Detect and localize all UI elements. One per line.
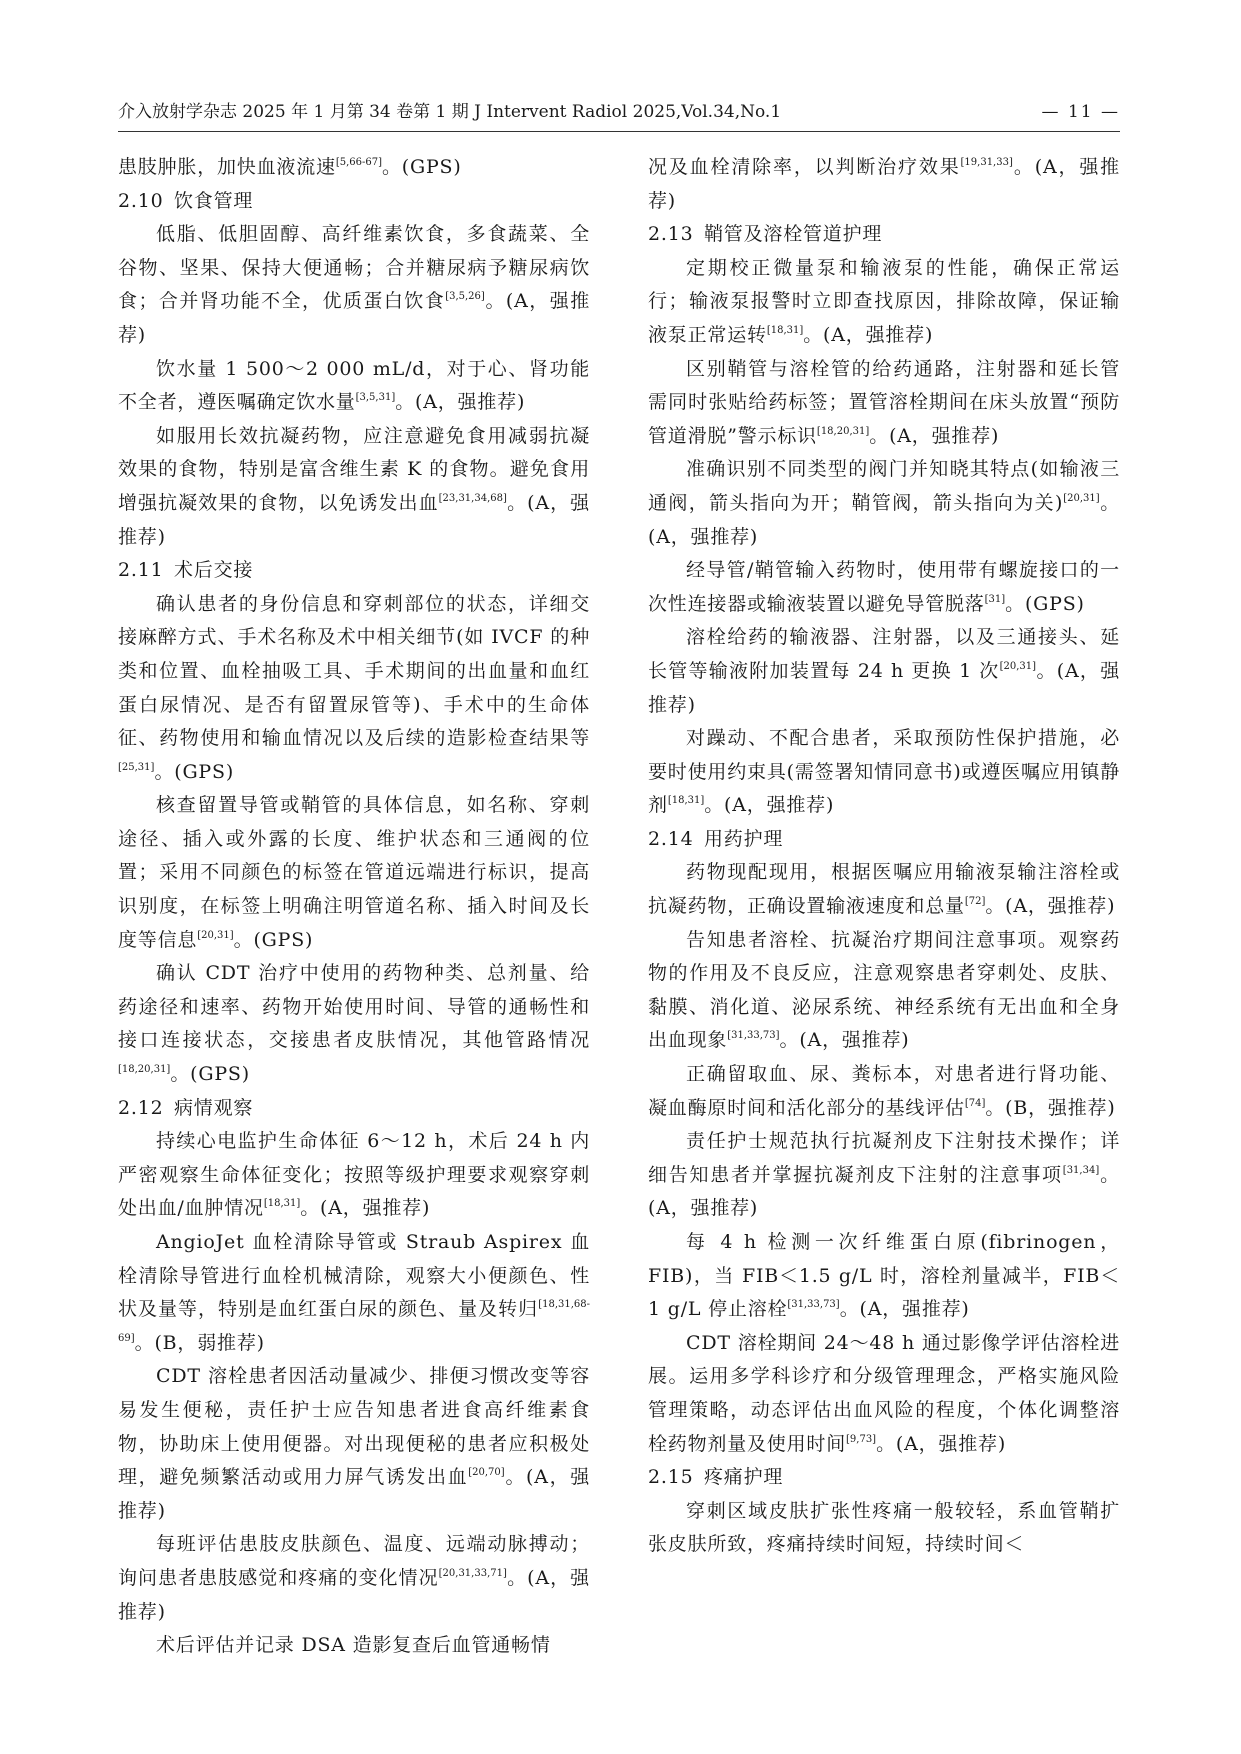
recommendation-grade: 。(A，强推荐) [985, 895, 1116, 918]
body-paragraph [648, 353, 1120, 454]
citation-reference: [31,33,73] [787, 1299, 840, 1311]
citation-reference: [20,31] [999, 660, 1037, 672]
section-title: 疼痛护理 [704, 1466, 784, 1489]
section-number: 2.14 [648, 827, 694, 850]
body-paragraph [648, 453, 1120, 554]
section-heading [118, 554, 590, 588]
body-paragraph [118, 218, 590, 352]
paragraph-text: 每 4 h 检测一次纤维蛋白原(fibrinogen，FIB)，当 FIB＜1.5 g/L 时，溶栓剂量减半，FIB＜1 g/L 停止溶栓 [648, 1231, 1120, 1321]
section-title: 鞘管及溶栓管道护理 [704, 223, 883, 246]
section-number: 2.15 [648, 1466, 694, 1489]
citation-reference: [20,31] [1063, 492, 1100, 504]
paragraph-text: 准确识别不同类型的阀门并知晓其特点(如输液三通阀，箭头指向为开；鞘管阀，箭头指向为关) [648, 458, 1120, 514]
recommendation-grade: 。(A，强推荐) [803, 323, 934, 346]
body-paragraph [118, 353, 590, 420]
body-paragraph [648, 1226, 1120, 1327]
paragraph-text: 定期校正微量泵和输液泵的性能，确保正常运行；输液泵报警时立即查找原因，排除故障，保证输液泵正常运转 [648, 256, 1120, 346]
paragraph-text: 责任护士规范执行抗凝剂皮下注射技术操作；详细告知患者并掌握抗凝剂皮下注射的注意事项 [648, 1130, 1120, 1186]
citation-reference: [3,5,31] [355, 392, 396, 404]
citation-reference: [18,31] [766, 324, 804, 336]
paragraph-text: 核查留置导管或鞘管的具体信息，如名称、穿刺途径、插入或外露的长度、维护状态和三通阀的位置；采用不同颜色的标签在管道远端进行标识，提高识别度，在标签上明确注明管道名称、插入时间及长度等信息 [118, 794, 590, 951]
paragraph-text: 告知患者溶栓、抗凝治疗期间注意事项。观察药物的作用及不良反应，注意观察患者穿刺处、皮肤、黏膜、消化道、泌尿系统、神经系统有无出血和全身出血现象 [648, 928, 1120, 1052]
recommendation-grade: 。(A，强推荐) [779, 1029, 910, 1052]
body-paragraph [648, 722, 1120, 823]
body-paragraph [118, 1629, 590, 1663]
citation-reference: [74] [964, 1097, 986, 1109]
paragraph-text: 确认患者的身份信息和穿刺部位的状态，详细交接麻醉方式、手术名称及术中相关细节(如 IVCF 的种类和位置、血栓抽吸工具、手术期间的出血量和血红蛋白尿情况、是否有留置尿管等)、手术中的生命体征、药物使用和输血情况以及后续的造影检查结果等 [118, 592, 590, 750]
citation-reference: [25,31] [118, 761, 155, 773]
recommendation-grade: 。(A，强推荐) [839, 1298, 970, 1321]
citation-reference: [20,70] [468, 1467, 505, 1479]
paragraph-text: 如服用长效抗凝药物，应注意避免食用减弱抗凝效果的食物，特别是富含维生素 K 的食物。避免食用增强抗凝效果的食物，以免诱发出血 [118, 424, 590, 514]
body-paragraph [118, 420, 590, 554]
recommendation-grade: 。(GPS) [233, 928, 314, 951]
paragraph-text: 穿刺区域皮肤扩张性疼痛一般较轻，系血管鞘扩张皮肤所致，疼痛持续时间短，持续时间＜ [648, 1499, 1120, 1556]
body-paragraph [118, 1360, 590, 1528]
right-column [648, 151, 1120, 1562]
section-title: 用药护理 [704, 827, 784, 850]
recommendation-grade: 。(B，弱推荐) [134, 1331, 265, 1354]
body-paragraph [648, 1058, 1120, 1125]
citation-reference: [3,5,26] [445, 291, 485, 303]
page-number: — 11 — [1041, 102, 1120, 122]
section-title: 术后交接 [174, 559, 254, 582]
section-heading [118, 185, 590, 219]
body-paragraph [118, 588, 590, 790]
paragraph-text: 持续心电监护生命体征 6～12 h，术后 24 h 内严密观察生命体征变化；按照等级护理要求观察穿刺处出血/血肿情况 [118, 1130, 590, 1220]
section-heading [648, 823, 1120, 857]
header-rule [118, 131, 1120, 132]
paragraph-text: 溶栓给药的输液器、注射器，以及三通接头、延长管等输液附加装置每 24 h 更换 1 次 [648, 626, 1120, 682]
citation-reference: [19,31,33] [960, 157, 1013, 168]
recommendation-grade: 。(GPS) [170, 1063, 250, 1086]
paragraph-text: 况及血栓清除率，以判断治疗效果 [648, 156, 961, 178]
citation-reference: [72] [964, 896, 986, 908]
body-paragraph [648, 856, 1120, 923]
citation-reference: [18,20,31] [816, 425, 870, 437]
recommendation-grade: 。(A，强推荐) [876, 1432, 1007, 1455]
recommendation-grade: 。(A，强推荐) [300, 1197, 431, 1220]
body-paragraph [648, 924, 1120, 1058]
section-number: 2.11 [118, 559, 164, 582]
recommendation-grade: 。(A，强推荐) [704, 794, 835, 817]
section-number: 2.12 [118, 1096, 164, 1119]
paragraph-text: 正确留取血、尿、粪标本，对患者进行肾功能、凝血酶原时间和活化部分的基线评估 [648, 1063, 1120, 1119]
citation-reference: [31,33,73] [727, 1030, 780, 1042]
citation-reference: [18,31,68-69] [118, 1299, 590, 1344]
citation-reference: [20,31] [197, 929, 234, 941]
body-paragraph [648, 1327, 1120, 1461]
body-paragraph [118, 1528, 590, 1629]
paragraph-text: CDT 溶栓患者因活动量减少、排便习惯改变等容易发生便秘，责任护士应告知患者进食高纤维素食物，协助床上使用便器。对出现便秘的患者应积极处理，避免频繁活动或用力屏气诱发出血 [118, 1365, 590, 1489]
body-paragraph [648, 1125, 1120, 1226]
body-paragraph [648, 151, 1120, 218]
body-paragraph [648, 554, 1120, 621]
citation-reference: [23,31,34,68] [438, 492, 507, 504]
body-paragraph [118, 789, 590, 957]
recommendation-grade: 。(A，强推荐) [118, 1566, 590, 1623]
left-column [118, 151, 590, 1663]
section-heading [648, 1461, 1120, 1495]
section-title: 病情观察 [174, 1096, 254, 1119]
paragraph-text: 术后评估并记录 DSA 造影复查后血管通畅情 [156, 1634, 551, 1657]
section-number: 2.13 [648, 223, 694, 246]
citation-reference: [20,31,33,71] [438, 1567, 507, 1579]
body-paragraph [648, 1495, 1120, 1562]
recommendation-grade: 。(A，强推荐) [869, 424, 1000, 447]
recommendation-grade: 。(A，强推荐) [118, 491, 590, 548]
recommendation-grade: 。(GPS) [154, 760, 235, 783]
recommendation-grade: 。(A，强推荐) [648, 659, 1120, 716]
recommendation-grade: 。(A，强推荐) [648, 156, 1120, 212]
paragraph-text: 低脂、低胆固醇、高纤维素饮食，多食蔬菜、全谷物、坚果、保持大便通畅；合并糖尿病予糖尿病饮食；合并肾功能不全，优质蛋白饮食 [118, 223, 590, 313]
section-heading [118, 1092, 590, 1126]
citation-reference: [31] [984, 593, 1006, 605]
paragraph-text: 患肢肿胀，加快血液流速 [118, 156, 336, 178]
body-paragraph [648, 252, 1120, 353]
recommendation-grade: 。(A，强推荐) [118, 1466, 590, 1522]
paragraph-text: AngioJet 血栓清除导管或 Straub Aspirex 血栓清除导管进行血栓机械清除，观察大小便颜色、性状及量等，特别是血红蛋白尿的颜色、量及转归 [118, 1231, 590, 1321]
paragraph-text: 确认 CDT 治疗中使用的药物种类、总剂量、给药途径和速率、药物开始使用时间、导管的通畅性和接口连接状态，交接患者皮肤情况，其他管路情况 [118, 962, 590, 1052]
recommendation-grade: 。(A，强推荐) [395, 391, 526, 414]
recommendation-grade: 。(B，强推荐) [985, 1096, 1116, 1119]
citation-reference: [18,31] [667, 795, 705, 807]
citation-reference: [18,31] [263, 1198, 301, 1210]
body-paragraph [118, 151, 590, 185]
body-paragraph [118, 1125, 590, 1226]
citation-reference: [31,34] [1062, 1164, 1100, 1176]
citation-reference: [5,66-67] [335, 157, 382, 168]
body-paragraph [648, 621, 1120, 722]
paragraph-text: 药物现配现用，根据医嘱应用输液泵输注溶栓或抗凝药物，正确设置输液速度和总量 [648, 861, 1120, 918]
section-heading [648, 218, 1120, 252]
recommendation-grade: 。(A，强推荐) [118, 290, 590, 346]
paragraph-text: 经导管/鞘管输入药物时，使用带有螺旋接口的一次性连接器或输液装置以避免导管脱落 [648, 559, 1120, 615]
paragraph-text: 每班评估患肢皮肤颜色、温度、远端动脉搏动；询问患者患肢感觉和疼痛的变化情况 [118, 1533, 590, 1589]
recommendation-grade: 。(GPS) [381, 156, 462, 178]
paragraph-text: 对躁动、不配合患者，采取预防性保护措施，必要时使用约束具(需签署知情同意书)或遵医嘱应用镇静剂 [648, 727, 1120, 817]
section-number: 2.10 [118, 189, 164, 212]
recommendation-grade: 。(A，强推荐) [648, 491, 1120, 548]
paragraph-text: CDT 溶栓期间 24～48 h 通过影像学评估溶栓进展。运用多学科诊疗和分级管理理念，严格实施风险管理策略，动态评估出血风险的程度，个体化调整溶栓药物剂量及使用时间 [648, 1331, 1120, 1455]
body-paragraph [118, 1226, 590, 1360]
citation-reference: [18,20,31] [118, 1064, 171, 1076]
paragraph-text: 饮水量 1 500～2 000 mL/d，对于心、肾功能不全者，遵医嘱确定饮水量 [118, 357, 590, 414]
recommendation-grade: 。(GPS) [1005, 592, 1085, 615]
recommendation-grade: 。(A，强推荐) [648, 1163, 1120, 1220]
paragraph-text: 区别鞘管与溶栓管的给药通路，注射器和延长管需同时张贴给药标签；置管溶栓期间在床头放置“预防管道滑脱”警示标识 [648, 357, 1120, 447]
body-paragraph [118, 957, 590, 1091]
citation-reference: [9,73] [846, 1433, 877, 1445]
section-title: 饮食管理 [174, 189, 254, 212]
journal-citation: 介入放射学杂志 2025 年 1 月第 34 卷第 1 期 J Intervent Radiol 2025,Vol.34,No.1 [118, 102, 782, 122]
